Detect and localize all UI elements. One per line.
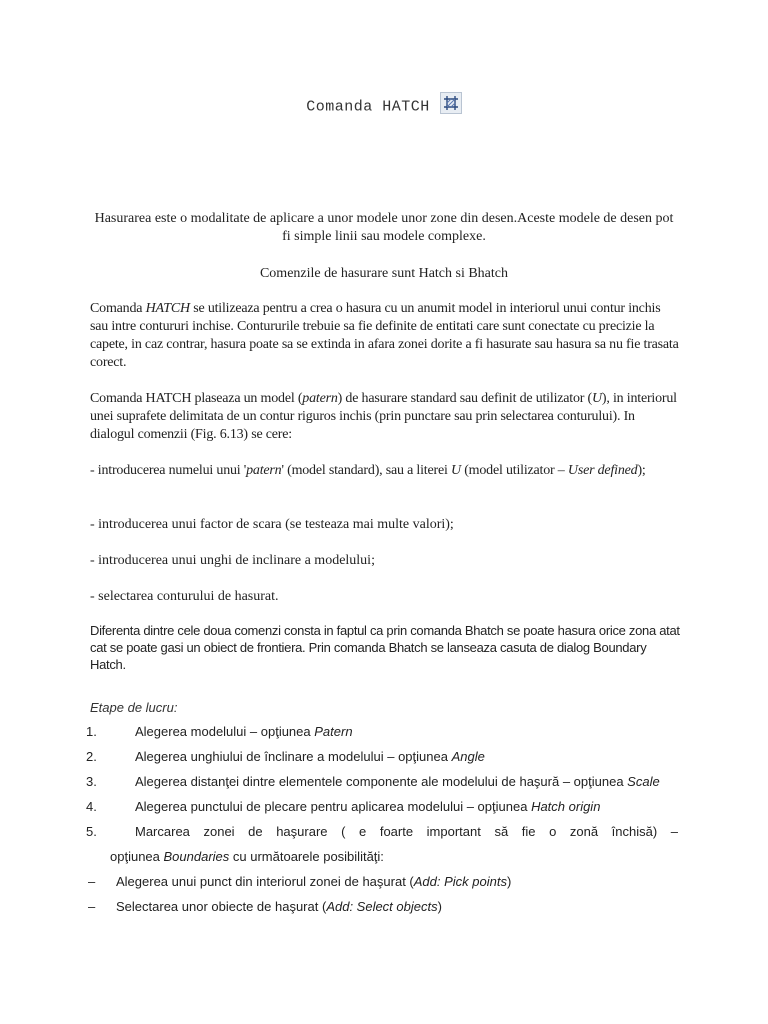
dash-mark: – — [88, 874, 96, 889]
dash-mark: – — [88, 899, 96, 914]
etape-heading: Etape de lucru: — [90, 700, 178, 715]
step-option: Hatch origin — [531, 799, 601, 814]
italic-term: U — [450, 463, 461, 478]
italic-term: User defined — [567, 463, 638, 478]
step-option: Patern — [314, 724, 353, 739]
bullet-angle: - introducerea unui unghi de inclinare a modelului; — [90, 553, 375, 568]
step-text: Alegerea modelului – opţiunea — [135, 724, 315, 739]
hatch-description-paragraph — [90, 300, 680, 372]
commands-line: Comenzile de hasurare sunt Hatch si Bhatch — [259, 266, 509, 281]
italic-term: U — [592, 391, 602, 406]
text-run: ) de hasurare standard sau definit de utilizator ( — [337, 391, 592, 406]
text-run: - introducerea numelui unui ' — [90, 463, 247, 478]
text-run: ' (model standard), sau a literei — [281, 463, 451, 478]
italic-term: HATCH — [145, 301, 190, 316]
step-text: Alegerea unghiului de înclinare a modelului – opţiunea — [135, 749, 452, 764]
italic-term: patern — [302, 391, 338, 406]
step-option: Angle — [451, 749, 485, 764]
text-run: se utilizeaza pentru a crea o hasura cu un anumit model in interiorul unui contur inchis sau intre contururi inchise. Contururile trebuie sa fie definite de entitati care sunt conectate cu precizie la capete, in caz contrar, hasura poate sa se extinda in afara zonei dorite a fi hasurate sau hasura sa nu fie trasata corect. — [90, 301, 679, 370]
step-number: 5. — [86, 824, 97, 839]
text-run: Comanda HATCH plaseaza un model ( — [90, 391, 303, 406]
step-text: Alegerea punctului de plecare pentru aplicarea modelului – opţiunea — [135, 799, 532, 814]
text-run: Comanda — [90, 301, 146, 316]
bullet-scale-factor: - introducerea unui factor de scara (se testeaza mai multe valori); — [90, 517, 454, 532]
bullet-select-contour: - selectarea conturului de hasurat. — [90, 589, 279, 604]
italic-term: Add: Select objects — [326, 899, 438, 914]
difference-paragraph: Diferenta dintre cele doua comenzi consta in faptul ca prin comanda Bhatch se poate hasura orice zona atat cat se poate gasi un obiect de frontiera. Prin comanda Bhatch se lanseaza casuta de dialog Boundary Hatch. — [90, 623, 680, 672]
step-text: Alegerea distanţei dintre elementele componente ale modelului de haşură – opţiunea — [135, 774, 628, 789]
intro-paragraph: Hasurarea este o modalitate de aplicare a unor modele unor zone din desen.Aceste modele de desen pot fi simple linii sau modele complexe. — [94, 211, 674, 244]
step-number: 3. — [86, 774, 97, 789]
page-title: Comanda HATCH — [306, 98, 430, 116]
step-option: Scale — [627, 774, 660, 789]
bullet-pattern-name — [90, 462, 680, 480]
step-text: Marcarea zonei de haşurare ( e foarte important să fie o zonă închisă) – — [135, 824, 678, 839]
hatch-model-paragraph — [90, 390, 680, 444]
title-row — [0, 96, 768, 118]
text-run: Selectarea unor obiecte de haşurat ( — [116, 899, 327, 914]
italic-term: Add: Pick points — [413, 874, 507, 889]
step-number: 1. — [86, 724, 97, 739]
text-run: ), in interiorul unei suprafete delimitata de un contur riguros inchis (prin punctare sau prin selectarea conturului). In dialogul comenzii (Fig. 6.13) se cere: — [90, 391, 677, 442]
text-run: ); — [637, 463, 646, 478]
step-five-continuation — [110, 848, 384, 865]
text-run: Alegerea unui punct din interiorul zonei de haşurat ( — [116, 874, 414, 889]
text-run: opţiunea — [110, 849, 164, 864]
step-number: 2. — [86, 749, 97, 764]
italic-term: patern — [246, 463, 282, 478]
text-run: ) — [506, 874, 512, 889]
step-number: 4. — [86, 799, 97, 814]
hatch-icon — [440, 92, 462, 114]
step-option: Boundaries — [163, 849, 230, 864]
text-run: cu următoarele posibilităţi: — [229, 849, 384, 864]
text-run: ) — [437, 899, 442, 914]
text-run: (model utilizator – — [460, 463, 568, 478]
